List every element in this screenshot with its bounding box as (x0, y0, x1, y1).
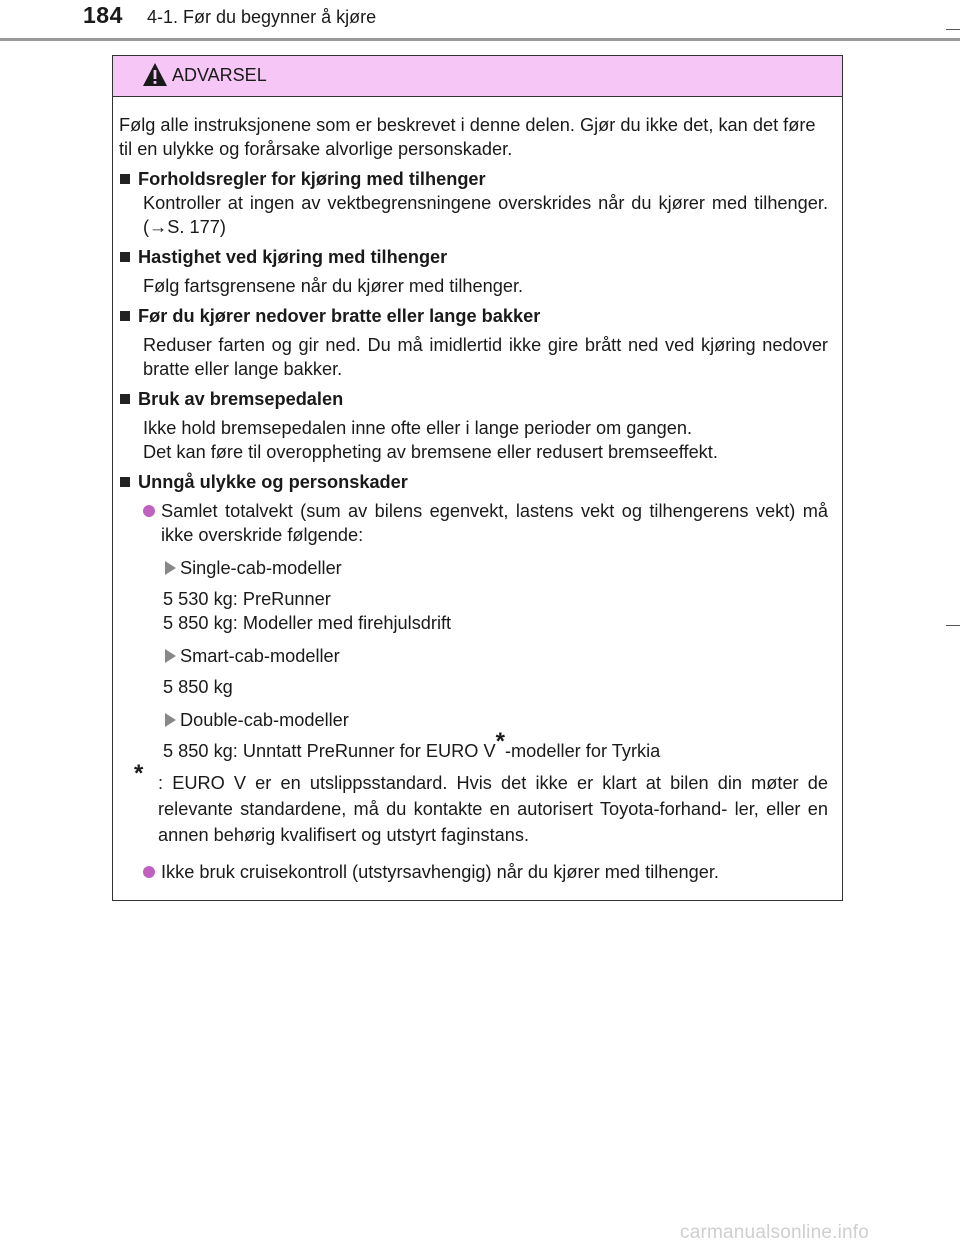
bullet-text: Samlet totalvekt (sum av bilens egenvekt, lastens vekt og tilhengerens vekt) må ikke overskride følgende: (161, 501, 828, 545)
section-heading (119, 304, 828, 328)
model-value: 5 530 kg: PreRunner (163, 589, 331, 609)
section-text: Ikke hold bremsepedalen inne ofte eller i lange perioder om gangen. (143, 418, 693, 438)
list-item (143, 499, 828, 547)
model-heading (164, 556, 828, 580)
warning-triangle-icon (142, 62, 168, 88)
section-title: 4-1. Før du begynner å kjøre (147, 7, 377, 27)
section-heading-text: Unngå ulykke og personskader (138, 472, 408, 492)
triangle-right-icon (164, 561, 176, 575)
model-name: Double-cab-modeller (180, 710, 349, 730)
header-rule (0, 38, 960, 41)
triangle-right-icon (164, 713, 176, 727)
section-heading (119, 245, 828, 269)
circle-bullet-icon (143, 866, 155, 878)
watermark: carmanualsonline.info (680, 1222, 870, 1243)
model-name: Smart-cab-modeller (180, 646, 340, 666)
section-heading (119, 387, 828, 411)
margin-tick (946, 29, 960, 30)
page-number: 184 (83, 2, 123, 28)
model-heading (164, 644, 828, 668)
warning-header (113, 56, 842, 97)
list-item (143, 860, 828, 884)
model-name: Single-cab-modeller (180, 558, 342, 578)
warning-label: ADVARSEL (172, 65, 267, 85)
square-bullet-icon (120, 311, 130, 321)
footnote-star: * (495, 728, 505, 755)
square-bullet-icon (120, 174, 130, 184)
section-heading-text: Før du kjører nedover bratte eller lange bakker (138, 306, 541, 326)
model-value: 5 850 kg (163, 677, 233, 697)
section-heading (119, 167, 828, 191)
footnote-text: : EURO V er en utslippsstandard. Hvis det ikke er klart at bilen din møter de relevante standardene, må du kontakte en autorisert Toyota-forhand- ler, eller en annen behørig kvalifisert og utstyrt faginstans. (158, 773, 828, 845)
section-heading-text: Forholdsregler for kjøring med tilhenger (138, 169, 486, 189)
model-values (163, 675, 828, 699)
section-text: Reduser farten og gir ned. Du må imidlertid ikke gire brått ned ved kjøring nedover bratte eller lange bakker. (143, 335, 828, 379)
model-value: 5 850 kg: Modeller med firehjulsdrift (163, 613, 452, 633)
section-text: Følg fartsgrensene når du kjører med tilhenger. (143, 276, 524, 296)
margin-tick (946, 625, 960, 626)
section-heading-text: Hastighet ved kjøring med tilhenger (138, 247, 448, 267)
warning-box (112, 55, 843, 901)
model-values (163, 728, 828, 763)
intro-text: Følg alle instruksjonene som er beskrevet i denne delen. Gjør du ikke det, kan det føre til en ulykke og forårsake alvorlige personskader. (119, 115, 816, 159)
section-heading-text: Bruk av bremsepedalen (138, 389, 344, 409)
warning-body (113, 97, 842, 884)
section-text: Kontroller at ingen av vektbegrensningene overskrides når du kjører med tilhenger. (→S. 177) (143, 193, 828, 237)
footnote-marker: * (134, 760, 144, 787)
model-values (163, 587, 828, 635)
circle-bullet-icon (143, 505, 155, 517)
bullet-text: Ikke bruk cruisekontroll (utstyrsavhengig) når du kjører med tilhenger. (161, 862, 719, 882)
model-value (163, 728, 828, 763)
footnote (134, 760, 828, 848)
model-value-text: 5 850 kg: Unntatt PreRunner for EURO V (163, 741, 496, 761)
model-value-text: -modeller for Tyrkia (504, 741, 661, 761)
triangle-right-icon (164, 649, 176, 663)
square-bullet-icon (120, 252, 130, 262)
section-heading (119, 470, 828, 494)
square-bullet-icon (120, 477, 130, 487)
section-text: Det kan føre til overoppheting av bremsene eller redusert bremseeffekt. (143, 442, 718, 462)
square-bullet-icon (120, 394, 130, 404)
